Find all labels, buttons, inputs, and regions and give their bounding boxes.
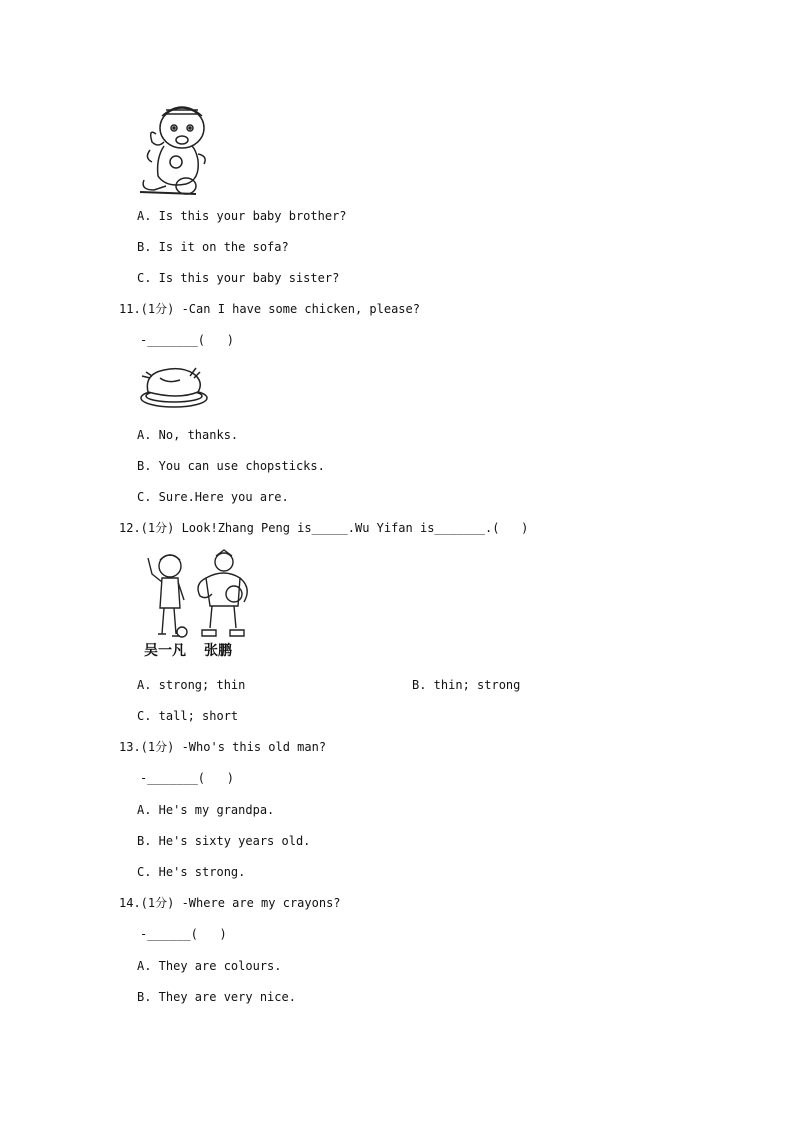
q13-stem: 13.(1分) -Who's this old man? — [119, 740, 327, 754]
q11-answer-line[interactable]: -_______( ) — [140, 333, 234, 347]
q12-stem: 12.(1分) Look!Zhang Peng is_____.Wu Yifan is_______.( ) — [119, 521, 529, 535]
q10-option-a[interactable]: A. Is this your baby brother? — [137, 209, 347, 223]
q13-option-c[interactable]: C. He's strong. — [137, 865, 246, 879]
q12-option-b[interactable]: B. thin; strong — [412, 678, 521, 692]
q11-option-b[interactable]: B. You can use chopsticks. — [137, 459, 325, 473]
roast-chicken-illustration — [138, 362, 210, 410]
q13-option-a[interactable]: A. He's my grandpa. — [137, 803, 275, 817]
q14-stem: 14.(1分) -Where are my crayons? — [119, 896, 341, 910]
two-boys-illustration — [140, 548, 250, 644]
label-zhang-peng: 张鹏 — [204, 643, 232, 659]
q10-option-c[interactable]: C. Is this your baby sister? — [137, 271, 340, 285]
q13-option-b[interactable]: B. He's sixty years old. — [137, 834, 311, 848]
q11-option-a[interactable]: A. No, thanks. — [137, 428, 239, 442]
label-wu-yifan: 吴一凡 — [144, 643, 186, 659]
q14-option-b[interactable]: B. They are very nice. — [137, 990, 296, 1004]
q12-option-a[interactable]: A. strong; thin — [137, 678, 246, 692]
q11-option-c[interactable]: C. Sure.Here you are. — [137, 490, 289, 504]
q10-option-b[interactable]: B. Is it on the sofa? — [137, 240, 289, 254]
q14-option-a[interactable]: A. They are colours. — [137, 959, 282, 973]
q12-option-c[interactable]: C. tall; short — [137, 709, 239, 723]
q11-stem: 11.(1分) -Can I have some chicken, please? — [119, 302, 420, 316]
q13-answer-line[interactable]: -_______( ) — [140, 771, 234, 785]
baby-illustration — [136, 98, 212, 198]
q14-answer-line[interactable]: -______( ) — [140, 927, 227, 941]
